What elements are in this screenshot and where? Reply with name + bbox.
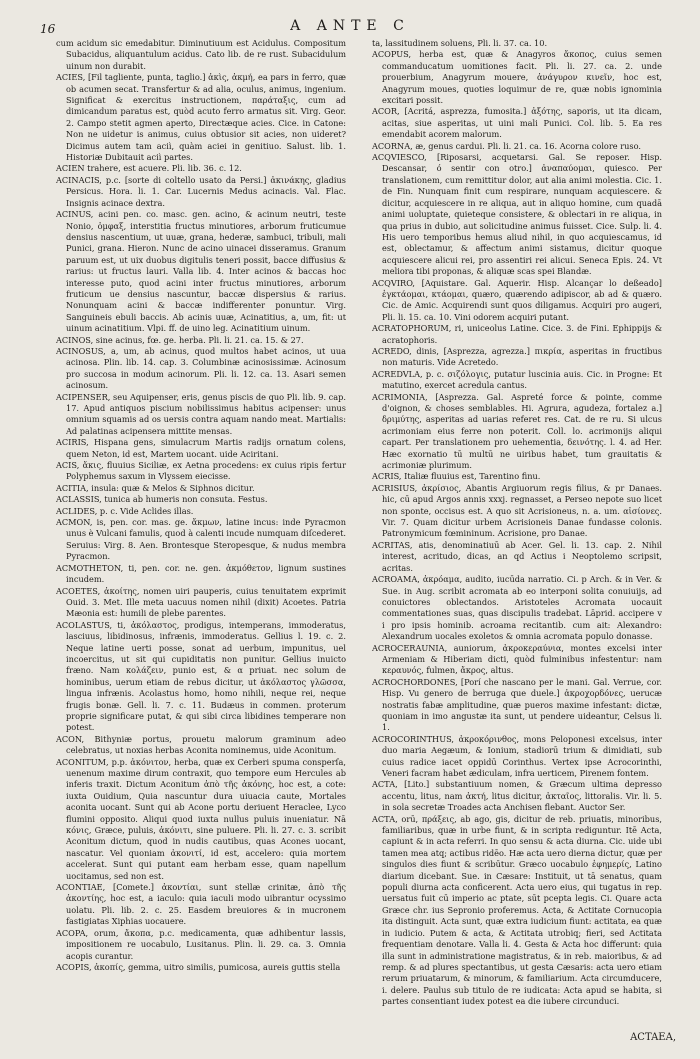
dictionary-entry: ACROCHORDONES, [Porí che nascano per le mani. Gal. Verrue, cor. Hisp. Vu genero de berruga que duele.] ἀκροχορδόνες, uerucæ nostratis fabæ amplitudine, quæ pueros maxime infestant: dictæ, quoniam in imo angustæ ita sunt, ut pendere uideantur, Celsus li. 1.	[372, 676, 662, 733]
catchword: ACTAEA,	[630, 1032, 676, 1043]
left-column	[56, 38, 346, 973]
page-number: 16	[40, 22, 56, 36]
running-head: A ANTE C	[290, 18, 410, 34]
dictionary-entry: ACINOS, sine acinus, fœ. ge. herba. Pli. li. 21. ca. 15. & 27.	[56, 334, 304, 345]
dictionary-entry: cum acidum sic emedabitur. Diminutiuum est Acidulus. Compositum Subacidus, aliquantulum acidus. Cato lib. de re rust. Subacidulum uinum non durabit.	[56, 38, 346, 71]
dictionary-entry: ACORNA, æ, genus cardui. Pli. li. 21. ca. 16. Acorna colore ruso.	[372, 140, 642, 151]
dictionary-entry: ACMOTHETON, ti, pen. cor. ne. gen. ἀκμόθετον, lignum sustines incudem.	[56, 562, 346, 585]
dictionary-entry: ACONTIAE, [Comete.] ἀκοντίαι, sunt stellæ crinitæ, ἀπὸ τῆς ἀκοντίης, hoc est, a iaculo: quia iaculi modo uibrantur ocyssimo uolatu. Pli. lib. 2. c. 25. Easdem breuiores & in mucronem fastigiatas Xiphias uocauere.	[56, 882, 346, 927]
dictionary-entry: ACOETES, ἀκοίτης, nomen uiri pauperis, cuius tenuitatem exprimit Ouid. 3. Met. Ille meta uacuus nomen nihil (dixit) Acoetes. Patria Mæonia est: humili de plebe parentes.	[56, 585, 346, 619]
dictionary-entry: ACRATOPHORUM, ri, uniceolus Latine. Cice. 3. de Fini. Ephippijs & acratophoris.	[372, 323, 662, 345]
dictionary-entry: ACOR, [Acritá, asprezza, fumosita.] ἀξότης, saporis, ut ita dicam, acitas, siue asperitas, ut uini mali Punici. Col. lib. 5. Ea res emendabit acorem malorum.	[372, 106, 662, 140]
dictionary-entry: ACIS, ἄκις, fluuius Siciliæ, ex Aetna procedens: ex cuius ripis fertur Polyphemus saxum in Vlyssem eiecisse.	[56, 460, 346, 482]
dictionary-entry: ACREDVLA, p. c. σιζόλογις, putatur luscinia auis. Cic. in Progne: Et matutino, exercet acredula cantus.	[372, 368, 662, 391]
dictionary-entry: ACIRIS, Hispana gens, simulacrum Martis radijs ornatum colens, quem Neton, id est, Martem uocant. uide Aciritani.	[56, 437, 346, 459]
dictionary-entry: ACRIS, Italiæ fluuius est, Tarentino finu.	[372, 471, 541, 482]
dictionary-entry: ACROCERAUNIA, auniorum, ἀκροκεραύνια, montes excelsi inter Armeniam & Hiberiam dicti, quòd fulminibus infestentur: nam κεραυνός, fulmen, ἄκρος, altus.	[372, 642, 662, 676]
dictionary-entry: ta, lassitudinem soluens, Pli. li. 37. ca. 10.	[372, 38, 548, 48]
dictionary-entry: ACINOSUS, a, um, ab acinus, quod multos habet acinos, ut uua acinosa. Plin. lib. 14. cap. 3. Columbinæ acinosissimæ. Acinosum pro succosa in modum acinorum. Pli. li. 12. ca. 13. Asari semen acinosum.	[56, 345, 346, 391]
dictionary-entry: ACOPIS, ἀκοπίς, gemma, uitro similis, pumicosa, aureis guttis stella	[56, 961, 341, 972]
dictionary-entry: ACRITAS, atis, denominatiuū ab Acer. Gel. li. 13. cap. 2. Nihil interest, acritudo, dicas, an qd Actius i Neoptolemo scripsit, acritas.	[372, 539, 662, 573]
dictionary-entry: ACOPUS, herba est, quæ & Anagyros ἄκοπος, cuius semen commanducatum uomitiones facit. Pli. li. 27. ca. 2. unde prouerbium, Anagyrum mouere, ἀνάγυρον κινεῖν, hoc est, Anagyrum moues, quoties loquimur de re, quæ nobis ignominia excitari possit.	[372, 49, 662, 106]
dictionary-entry: ACLIDES, p. c. Vide Aclides illas.	[56, 505, 194, 516]
right-column	[372, 38, 662, 1008]
dictionary-entry: ACINACIS, p.c. [sorte di coltello usato da Persi.] ἀκινάκης, gladius Persicus. Hora. li. 1. Car. Lucernis Medus acinacis. Val. Flac. Insignis acinace dextra.	[56, 174, 346, 208]
dictionary-entry: ACIEN trahere, est acuere. Pli. lib. 36. c. 12.	[56, 163, 242, 174]
dictionary-entry: ACRIMONIA, [Asprezza. Gal. Aspreté force & pointe, comme d'oignon, & choses semblables. Hi. Agrura, agudeza, fortalez a.] δριμύτης, asperitas ad uarias referet res. Cat. de re ru. Si ulcus acrimoniam eius ferre non poterit. Coll. lo. acrimonijs aliqui capart. Per translationem pro uehementia, δεινότης. l. 4. ad Her. Hæc exornatio tū multū ne uiribus habet, tum grauitatis & acrimoniæ plurimum.	[372, 391, 662, 471]
dictionary-entry: ACLASSIS, tunica ab humeris non consuta. Festus.	[56, 494, 268, 505]
dictionary-entry: ACQVIESCO, [Riposarsi, acquetarsi. Gal. Se reposer. Hisp. Descansar, ó sentir con otro.] ἀναπαύομαι, quiesco. Per translationem, cum remittitur dolor, aut alia animi molestia. Cic. 1. de Fin. Nunquam finit cum respirare, nunquam acquiescere. & dicitur, acquiescere in re aliqua, aut in aliquo homine, cum quadā animi uoluptate, quieteque consistere, & oblectari in re aliqua, in qua prius in dubio, aut solicitudine animus fuisset. Cice. Sulp. li. 4. His uero temporibus hemus aliud nihil, in quo acquiescamus, id est, oblectamur, & affectum animi sistamus, dicitur quoque acquiescere alicui rei, pro assentiri rei alicui. Seneca Epis. 24. Vt meliora tibi proponas, & aliquæ scas spei Blandæ.	[372, 152, 662, 277]
dictionary-entry: ACITIA, insula: quæ & Melos & Siphnos dicitur.	[56, 482, 255, 493]
dictionary-entry: ACON, Bithyniæ portus, prouetu malorum graminum adeo celebratus, ut noxias herbas Aconita nominemus, uide Aconitum.	[56, 733, 346, 756]
dictionary-entry: ACMON, is, pen. cor. mas. ge. ἄκμων, latine incus: inde Pyracmon unus è Vulcani famulis, quod à calenti incude numquam diſcederet. Seruius: Virg. 8. Aen. Brontesque Steropesque, & nudus membra Pyracmon.	[56, 517, 346, 562]
dictionary-entry: ACTA, [Lito.] substantiuum nomen, & Græcum ultima depresso accentu, litus, nam ἀκτή, litus dicitur, ἀκταῖος, littoralis. Vir. li. 5. in sola secretæ Troades acta Anchisen flebant. Auctor Ser.	[372, 779, 662, 813]
dictionary-entry: ACIES, [Fil tagliente, punta, taglio.] ἀκὶς, ἀκμή, ea pars in ferro, quæ ob acumen secat. Transfertur & ad alia, oculus, animus, ingenium. Significat & exercitus instructionem, παράταξις, cum ad dimicandum paratus est, quòd acuto ferro armatus sit. Virg. Geor. 2. Campo stetit agmen aperto, Directæque acies. Cice. in Catone: Non ne uidetur is animus, cuius obtusior sit acies, non uideret? Dicimus autem tam aciì, quàm aciei in genitiuo. Salust. lib. 1. Historiæ Dubitauit aciì partes.	[56, 72, 346, 163]
dictionary-entry: ACROCORINTHUS, ἀκροκόρινθος, mons Peloponesi excelsus, inter duo maria Aegæum, & Ionium, stadiorū trium & dimidiati, sub cuius radice iacet oppidū Corinthus. Vertex ipse Acrocorinthi, Veneri facram habet ædiculam, infra uerticem, Pirenem fontem.	[372, 733, 662, 778]
dictionary-entry: ACINUS, acini pen. co. masc. gen. acino, & acinum neutri, teste Nonio, ὀμφαξ, interstitia fructus minutiores, arborum fruticumue densius nascentium, ut uuæ, grana, hederæ, sambuci, tribuli, mali Punici, grana. Hieron. Nunc de acino uinacei disseramus. Granum paruum est, ut uix duobus digitulis teneri possit, bacce diffusius & rarius: ut fructus lauri. Valla lib. 4. Inter acinos & baccas hoc interesse puto, quod acini inter fructus minutiores, arborum fruticum ue densius nascuntur, baccæ dispersius & rarius. Nonunquam acini & baccæ indifferenter ponuntur. Virg. Sanguineis ebuli baccis. Ab acinis uuæ, Acinatitius, a, um, fit: ut uinum acinatitium. Vlpi. ff. de uino leg. Acinatitium uinum.	[56, 209, 346, 334]
dictionary-entry: ACRISIUS, ἀκρίσιος, Abantis Argiuorum regis filius, & pr Danaes. hic, cū apud Argos annis xxxj. regnasset, a Perseo nepote suo licet non sponte, occisus est. A quo sit Acrisioneus, n. a. um. αἰσίονες. Vir. 7. Quam dicitur urbem Acrisioneis Danae fundasse colonis. Patronymicum fœmininum. Acrisione, pro Danae.	[372, 482, 662, 539]
dictionary-entry: ACREDO, dinis, [Asprezza, agrezza.] πικρία, asperitas in fructibus non maturis. Vide Acretedo.	[372, 345, 662, 368]
dictionary-entry: ACTA, orū, πράξεις, ab ago, gis, dicitur de reb. priuatis, minoribus, familiaribus, quæ in urbe fiunt, & in scripta rediguntur. Itē Acta, capiunt & in acta referri. In quo sensu & acta diurna. Cic. uide ubi tamen mea atq; actibus ridēo. Hæ acta uero dierna dictur, quæ per singulos dies fiunt & scribūtur. Græco uocabulo ἐφημερίς, Latino diarium dicebant. Sue. in Cæsare: Instituit, ut tā senatus, quam populi diurna acta conficerent. Acta uero eius, qui tugatus in rep. uersatus fuit cū imperio ac ptate, sūt pcepta legis. Ci. Quare acta Græce chr. ius Sepronio proferemus. Acta, & Actitate Cornucopia ita distinguit. Acta sunt, quæ extra iudicium fiunt: actitata, ea quæ in iudicio. Putem & acta, & Actitata utrobiq; fieri, sed Actitata frequentiam denotare. Valla li. 4. Gesta & Acta hoc differunt: quia illa sunt in administratione magistratus, & in reb. maioribus, & ad remp. & ad plures spectantibus, ut gesta Cæsaris: acta uero etiam rerum priuatarum, & minorum, & familiarium. Acta circumducere, i. delere. Paulus sub titulo de re iudicata: Acta apud se habita, si partes consentiant iudex potest ea die iubere circunduci.	[372, 813, 662, 1007]
dictionary-entry: ACOLASTUS, ti, ἀκόλαστος, prodigus, intemperans, immoderatus, lasciuus, libidinosus, infrænis, immoderatus. Gellius l. 19. c. 2. Neque latine uerti posse, sonat ad uerbum, impunitus, uel incoercitus, ut sit qui cupiditatis non punitur. Gellius inuicto fræno. Nam κολάζειν, punio est, & α priuat. nec solum de hominibus, uerum etiam de rebus dicitur, ut ἀκόλαστος γλῶσσα, lingua infrænis. Acolastus homo, homo nihili, neque rei, neque frugis bonæ. Gell. li. 7. c. 11. Budæus in commen. proterum proprie significare putat, & qui sibi circa libidines temperare non potest.	[56, 619, 346, 733]
dictionary-entry: ACONITUM, p.p. ἀκόνιτον, herba, quæ ex Cerberi spuma consperſa, uenenum maxime dirum contraxit, quo tempore eum Hercules ab inferis traxit. Dictum Aconitum ἀπὸ τῆς ἀκόνης, hoc est, a cote: iuxta Ouidium, Quia nascuntur dura uiuacia caute, Mortales aconita uocant. Sunt qui ab Acone portu deriuent Heraclee, Lyco flumini opposito. Aliqui quod iuxta nullus puluis inueniatur. Nā κόνις, Græce, puluis, ἀκόνιτι, sine puluere. Pli. li. 27. c. 3. scribit Aconitum dictum, quod in nudis cautibus, quas Acones uocant, nascatur. Vel quoniam ἀκονιτί, id est, accelero: quia mortem accelerat. Sunt qui putant eam herbam esse, quam napellum uocitamus, sed non est.	[56, 756, 346, 881]
dictionary-entry: ACQVIRO, [Aquistare. Gal. Aquerir. Hisp. Alcançar lo deßeado] ἐγκτάομαι, κτάομαι, quæro, quærendo adipiscor, ab ad & quæro. Cic. de Amic. Acquirendi sunt quos diligamus. Acquiri pro augeri, Pli. li. 15. ca. 10. Vini odorem acquiri putant.	[372, 277, 662, 322]
dictionary-entry: ACROAMA, ἀκρόαμα, audito, iucūda narratio. Ci. p Arch. & in Ver. & Sue. in Aug. scribit acromata ab eo interponi solita conuiuijs, ad conuictores oblectandos. Aristoteles Acromata uocauit commentationes suas, quas discipulis tradebat. Lāprid. accipere v i pro ipsis hominib. acroama recitantib. cum ait: Alexandro: Alexandrum uocales exoletos & omnia acromata populo donasse.	[372, 574, 662, 642]
dictionary-entry: ACIPENSER, seu Aquipenser, eris, genus piscis de quo Pli. lib. 9. cap. 17. Apud antiquos piscium nobilissimus habitus acipenser: unus omnium squamis ad os uersis contra aquam nando meat. Martialis: Ad palatinas acipensera mittite mensas.	[56, 391, 346, 436]
dictionary-entry: ACOPA, orum, ἄκοπα, p.c. medicamenta, quæ adhibentur lassis, impositionem re uocabulo, Lusitanus. Plin. li. 29. ca. 3. Omnia acopis curantur.	[56, 927, 346, 961]
